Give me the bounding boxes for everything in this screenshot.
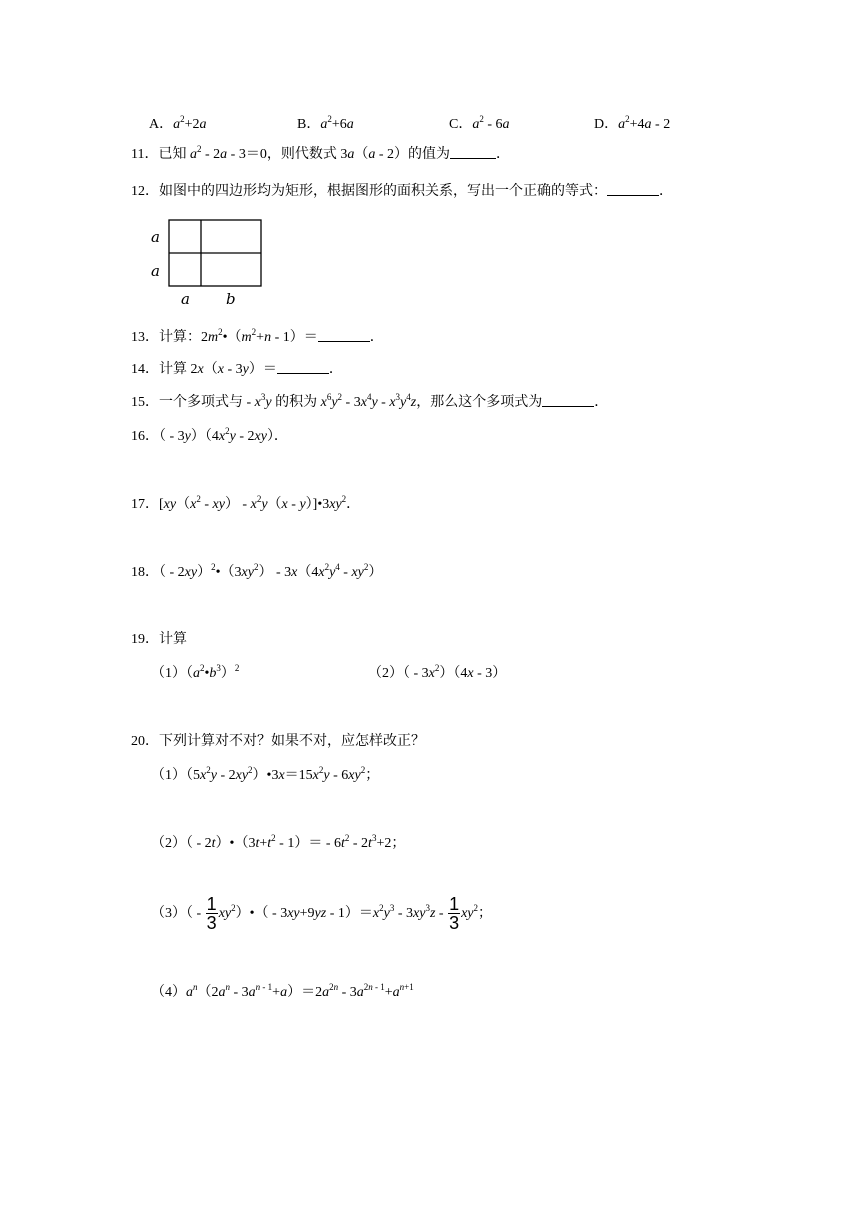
rectangle-figure <box>148 218 268 310</box>
option-c: C．$a^2$ ‐ 6a <box>449 114 510 132</box>
option-d: D．$a^2+4a$ ‐ 2 <box>594 114 671 132</box>
option-a: A．$a^2+2a$ <box>149 114 207 132</box>
question-20-item-4: $(4)a^n(2a^n$ ‐ $3a^{n ‐ 1}+a)=2a^{2n}$ ‐ $3a^{2n ‐ 1}+a^{n+1}$ <box>151 982 414 1000</box>
bottom-label-b: b <box>226 290 236 308</box>
question-20-item-3: （3）（ ‐ $\frac{1}{3}$ $xy^2)•$（ ‐ 3xy+9yz ‐ $1)=x^2y^3$ ‐ $3xy^3z$ ‐ $\frac{1}{3}$ $xy^2$； <box>151 894 493 934</box>
question-19-part-1: $(1)(a^2•b^3)^2$ <box>151 663 240 681</box>
answer-blank <box>607 183 659 196</box>
question-17: 17．[$xy(x^2$ ‐ xy） ‐ $x^2y(x$ ‐ $y)]•3xy^2$． <box>131 494 361 512</box>
fraction-one-third-2: $\frac{1}{3}$ <box>449 894 460 934</box>
question-16: 16．（ ‐ $3y)(4x^2y$ ‐ 2xy）． <box>131 426 288 444</box>
answer-blank <box>318 329 370 342</box>
option-b: B．$a^2+6a$ <box>297 114 354 132</box>
question-20: 20．下列计算对不对？如果不对，应怎样改正？ <box>131 734 425 749</box>
question-19: 19．计算 <box>131 632 187 647</box>
rectangle-grid-diagram <box>148 218 268 310</box>
question-19-part-2: （2）（ ‐ $3x^2)(4x$ ‐ 3） <box>368 663 507 681</box>
answer-blank <box>542 394 594 407</box>
question-13: 13．计算：$2m^2•(m^2+n$ ‐ 1）＝ ． <box>131 327 384 345</box>
question-20-item-2: （2）（ ‐ $2t)•(3t+t^2$ ‐ 1）＝ ‐ $6t^2$ ‐ $2t^3+2$； <box>151 833 406 851</box>
question-14: 14．计算 2x（x ‐ 3y）＝ ． <box>131 362 343 377</box>
question-20-item-1: $(1)(5x^2y$ ‐ $2xy^2)•3x=15x^2y$ ‐ $6xy^2$； <box>151 765 380 783</box>
question-15: 15．一个多项式与 ‐ $x^3y$ 的积为 $x^6y^2$ ‐ $3x^4y$ ‐ $x^3y^4z$，那么这个多项式为 ． <box>131 392 609 410</box>
side-label-a-top: a <box>151 228 160 246</box>
question-12: 12．如图中的四边形均为矩形，根据图形的面积关系，写出一个正确的等式： ． <box>131 184 673 199</box>
question-18: 18．（ ‐ $2xy)^2•(3xy^2)$ ‐ $3x(4x^2y^4$ ‐ $xy^2$） <box>131 562 383 580</box>
answer-blank <box>450 146 496 159</box>
bottom-label-a: a <box>181 290 190 308</box>
answer-blank <box>277 361 329 374</box>
fraction-one-third: $\frac{1}{3}$ <box>206 894 217 934</box>
side-label-a-bottom: a <box>151 262 160 280</box>
question-11: 11．已知 $a^2$ ‐ 2a ‐ 3＝0，则代数式 3a（a ‐ 2）的值为 ． <box>131 144 510 162</box>
